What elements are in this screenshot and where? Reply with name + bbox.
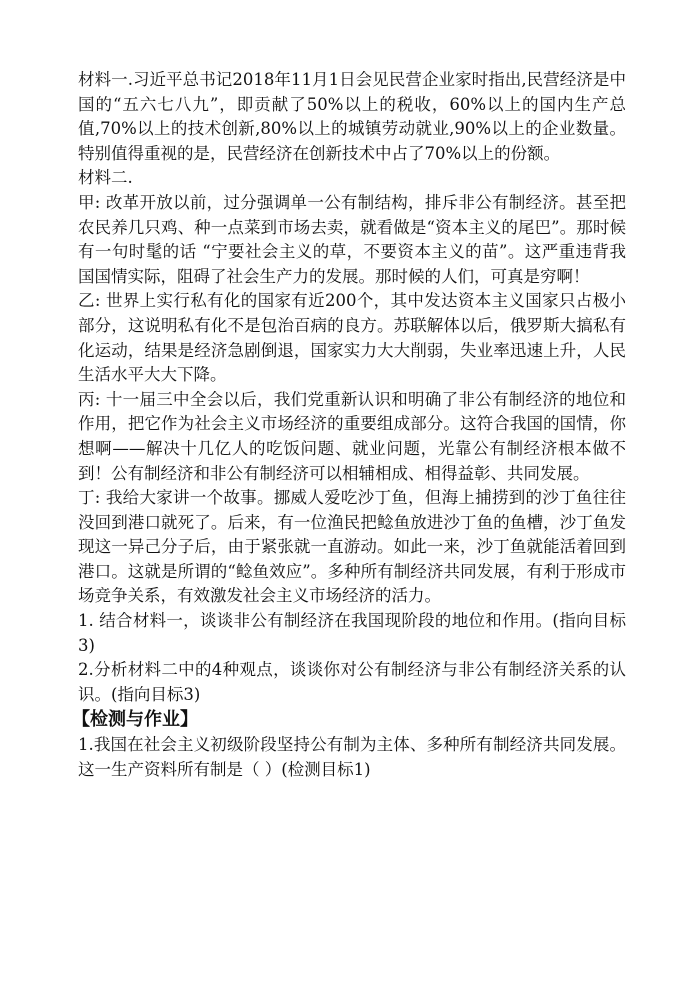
question-one: 1. 结合材料一，谈谈非公有制经济在我国现阶段的地位和作用。(指向目标3) [78, 611, 626, 655]
material-two-heading: 材料二. [78, 168, 133, 188]
homework-question-one: 1.我国在社会主义初级阶段坚持公有制为主体、多种所有制经济共同发展。这一生产资料所有制是（ ）(检测目标1) [78, 735, 626, 780]
viewpoint-yi-paragraph: 乙: 世界上实行私有化的国家有近200个，其中发达资本主义国家只占极小部分，这说明私有化不是包治百病的良方。苏联解体以后，俄罗斯大搞私有化运动，结果是经济急剧倒退，国家实力大大削弱，失业率迅速上升，人民生活水平大大下降。 [78, 291, 626, 385]
document-page [72, 68, 626, 783]
question-two: 2.分析材料二中的4种观点，谈谈你对公有制经济与非公有制经济关系的认识。(指向目标3) [78, 660, 626, 704]
material-one-paragraph: 材料一.习近平总书记2018年11月1日会见民营企业家时指出,民营经济是中国的“五六七八九”，即贡献了50%以上的税收，60%以上的国内生产总值,70%以上的技术创新,80%以上的城镇劳动就业,90%以上的企业数量。特别值得重视的是，民营经济在创新技术中占了70%以上的份额。 [78, 70, 626, 163]
viewpoint-ding-paragraph: 丁: 我给大家讲一个故事。挪威人爱吃沙丁鱼，但海上捕捞到的沙丁鱼往往没回到港口就死了。后来，有一位渔民把鲶鱼放进沙丁鱼的鱼槽，沙丁鱼发现这一异己分子后，由于紧张就一直游动。如此一来，沙丁鱼就能活着回到港口。这就是所谓的“鲶鱼效应”。多种所有制经济共同发展，有利于形成市场竞争关系，有效激发社会主义市场经济的活力。 [78, 488, 626, 606]
viewpoint-bing-paragraph: 丙: 十一届三中全会以后，我们党重新认识和明确了非公有制经济的地位和作用，把它作为社会主义市场经济的重要组成部分。这符合我国的国情，你想啊——解决十几亿人的吃饭问题、就业问题，光靠公有制经济根本做不到！公有制经济和非公有制经济可以相辅相成、相得益彰、共同发展。 [78, 389, 626, 483]
homework-section-heading: 【检测与作业】 [72, 709, 198, 731]
viewpoint-jia-paragraph: 甲: 改革开放以前，过分强调单一公有制结构，排斥非公有制经济。甚至把农民养几只鸡、种一点菜到市场去卖，就看做是“资本主义的尾巴”。那时候有一句时髦的话 “宁要社会主义的草，不要资本主义的苗”。这严重违背我国国情实际，阻碍了社会生产力的发展。那时候的人们，可真是穷啊！ [78, 192, 626, 286]
